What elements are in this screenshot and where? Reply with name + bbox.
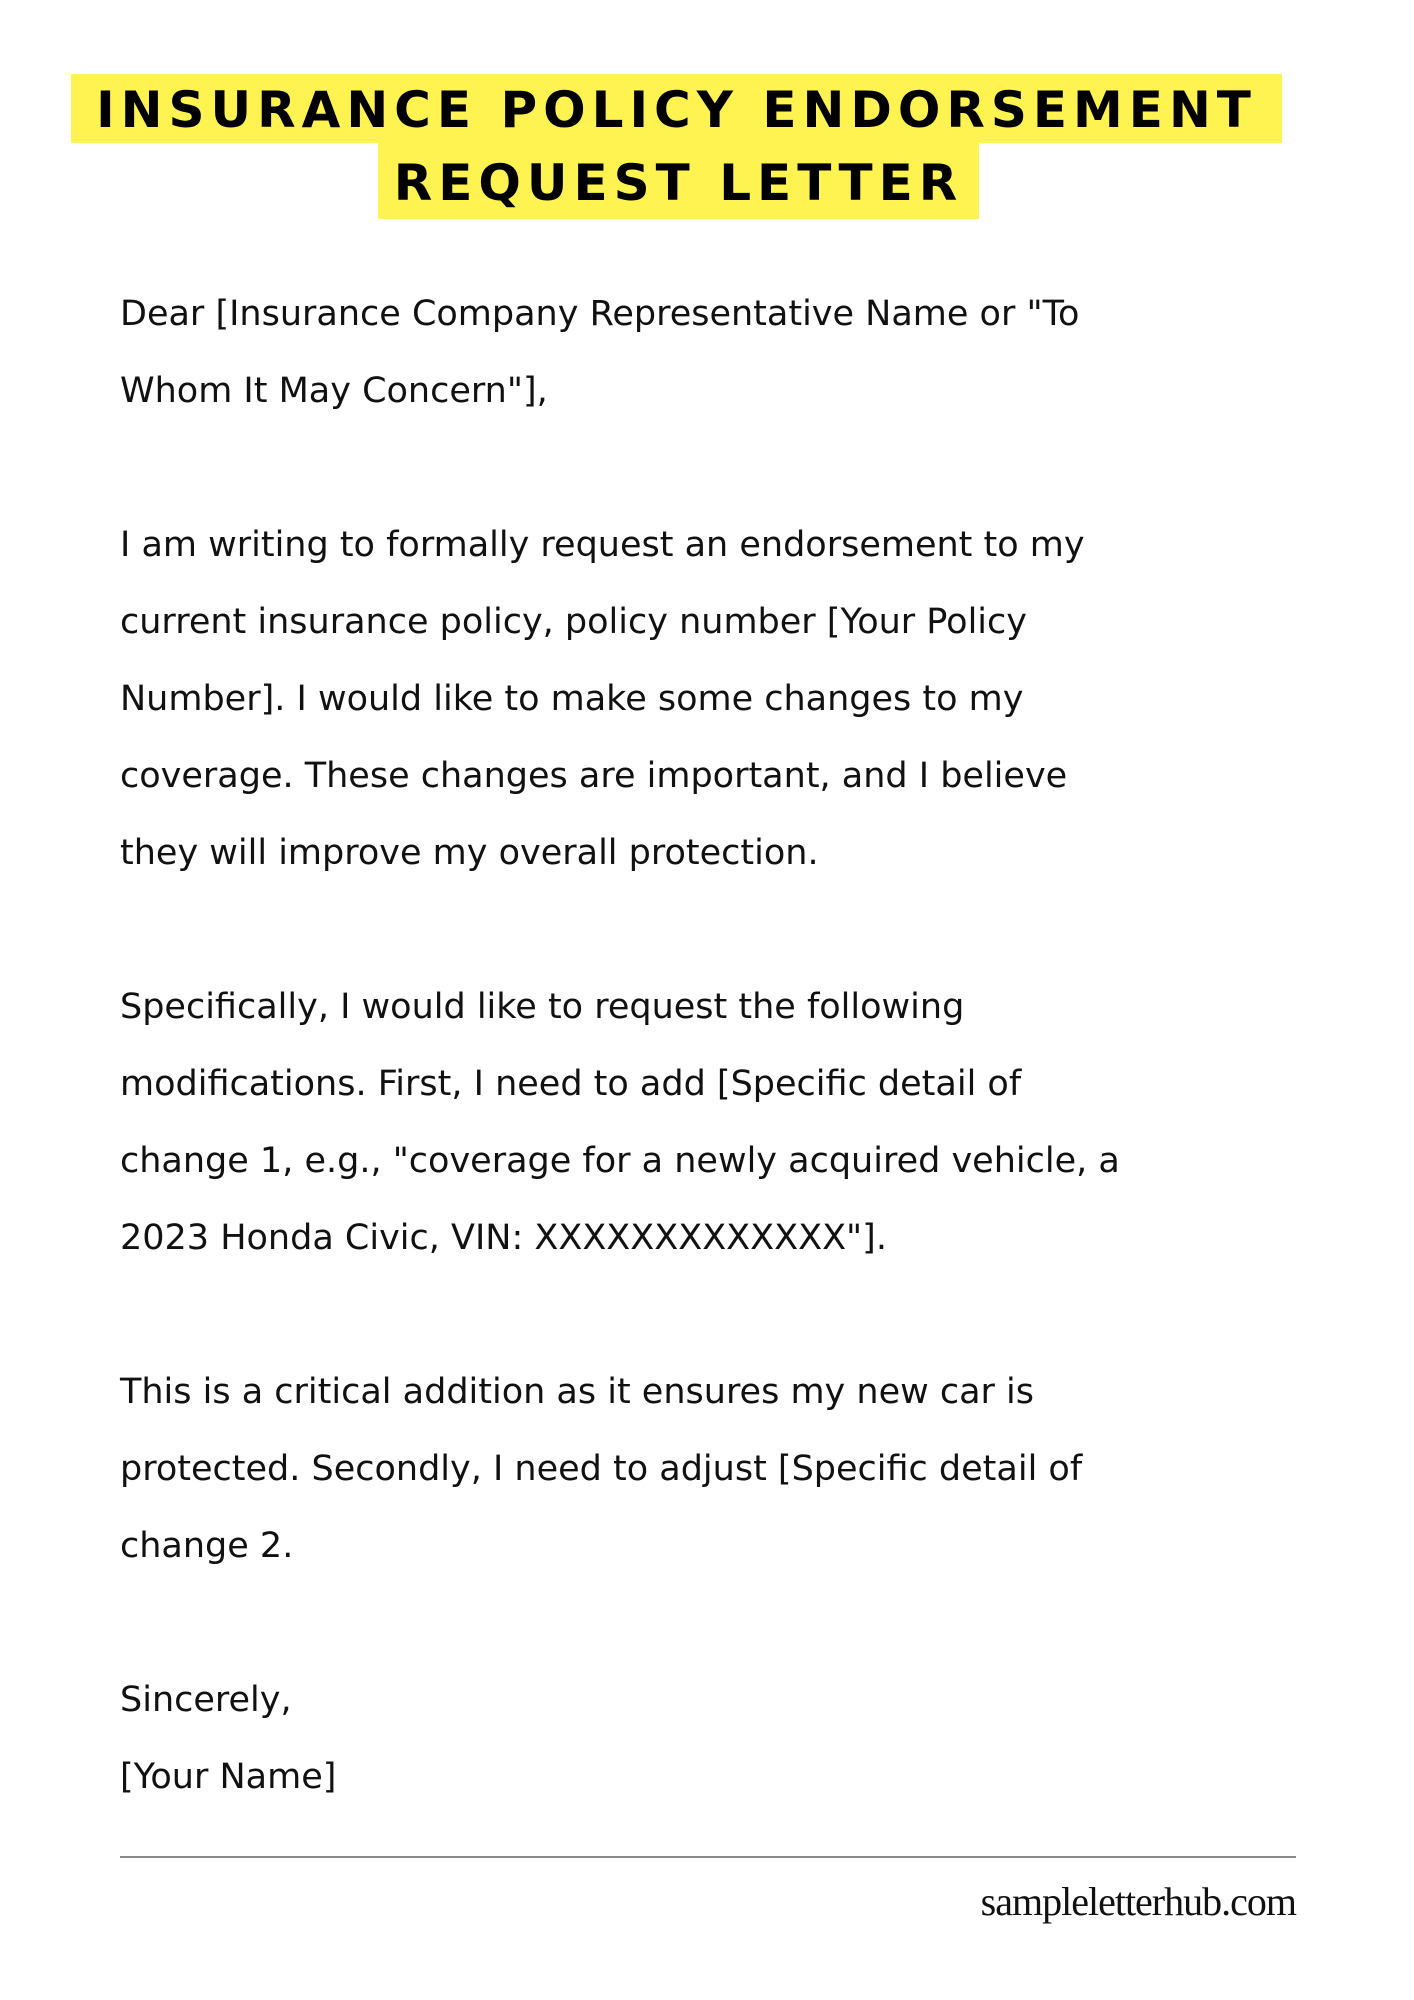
- paragraph-line: they will improve my overall protection.: [120, 833, 819, 873]
- salutation: [120, 276, 1320, 430]
- paragraph-modifications: [120, 969, 1320, 1277]
- paragraph-line: change 1, e.g., "coverage for a newly acquired vehicle, a: [120, 1141, 1120, 1181]
- paragraph-line: protected. Secondly, I need to adjust [Specific detail of: [120, 1449, 1083, 1489]
- paragraph-line: modifications. First, I need to add [Specific detail of: [120, 1064, 1022, 1104]
- signature-placeholder: [Your Name]: [120, 1757, 337, 1797]
- letter-body: [120, 276, 1320, 1816]
- paragraph-line: 2023 Honda Civic, VIN: XXXXXXXXXXXXX"].: [120, 1218, 887, 1258]
- paragraph-line: Specifically, I would like to request the following: [120, 987, 965, 1027]
- salutation-line: Dear [Insurance Company Representative Name or "To: [120, 294, 1080, 334]
- footer-site-name: sampleletterhub.com: [980, 1879, 1296, 1924]
- closing-block: [120, 1662, 1320, 1816]
- paragraph-line: I am writing to formally request an endorsement to my: [120, 525, 1085, 565]
- title-line-1: INSURANCE POLICY ENDORSEMENT: [71, 74, 1282, 143]
- closing-text: Sincerely,: [120, 1680, 292, 1720]
- title-line-2: REQUEST LETTER: [378, 143, 979, 219]
- paragraph-request: [120, 507, 1320, 892]
- paragraph-line: change 2.: [120, 1526, 294, 1566]
- paragraph-line: This is a critical addition as it ensures my new car is: [120, 1372, 1035, 1412]
- paragraph-second-change: [120, 1354, 1320, 1585]
- paragraph-line: Number]. I would like to make some changes to my: [120, 679, 1024, 719]
- paragraph-line: coverage. These changes are important, and I believe: [120, 756, 1068, 796]
- paragraph-line: current insurance policy, policy number [Your Policy: [120, 602, 1027, 642]
- footer-divider: [120, 1856, 1296, 1858]
- salutation-line: Whom It May Concern"],: [120, 371, 548, 411]
